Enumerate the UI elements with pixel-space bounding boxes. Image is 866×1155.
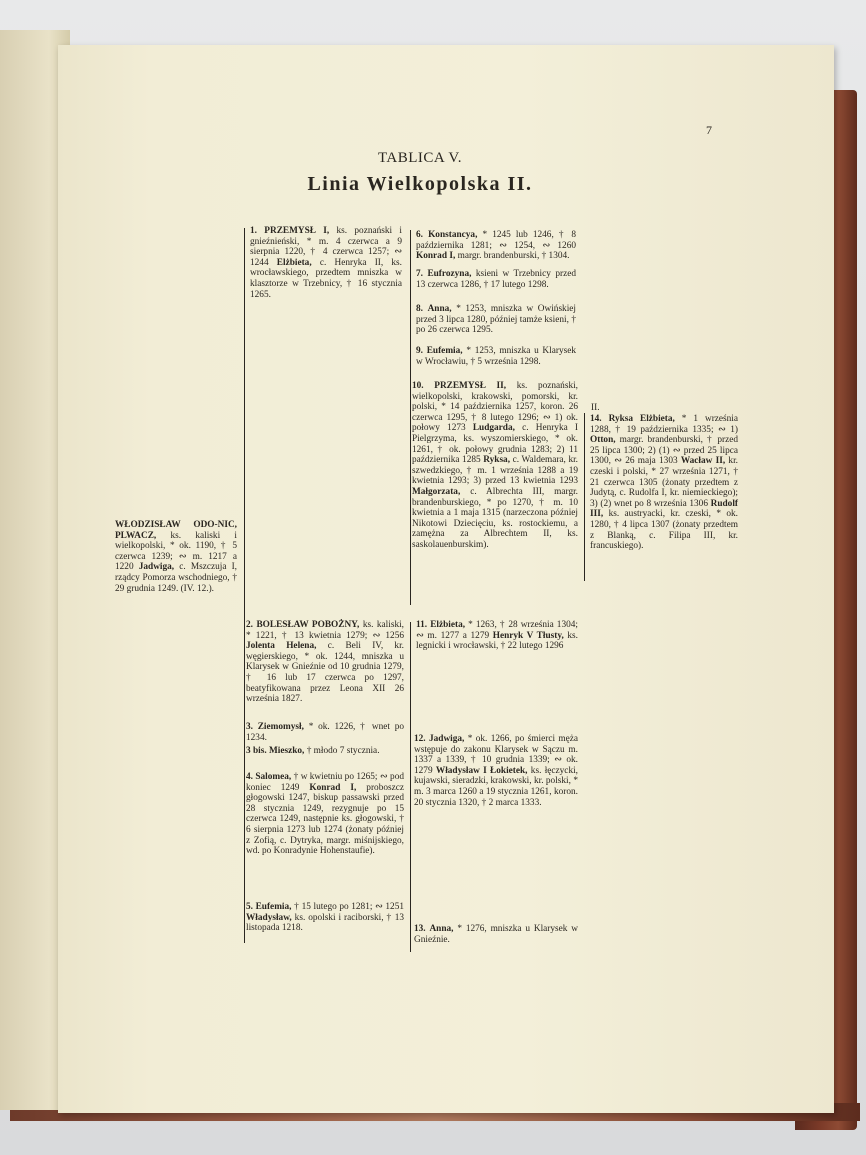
entry-name: Salomea,	[255, 772, 292, 782]
entry-spouse: Władysław,	[246, 912, 292, 923]
entry-number: 12.	[414, 734, 426, 744]
great-grandchild-entry-14	[590, 414, 738, 552]
entry-name: Mieszko,	[269, 746, 305, 756]
entry-text: c. Henryka II, ks. wrocławskiego, przedtem mniszka w klasztorze w Trzebnicy, † 16 stycznia 1265.	[250, 257, 402, 300]
entry-number: 3.	[246, 722, 253, 732]
connector-gen1	[244, 228, 245, 943]
entry-name: Eufemia,	[426, 346, 463, 356]
grandchild-entry-6	[416, 230, 576, 262]
connector-gen2-upper	[410, 230, 411, 605]
entry-text: ks. łęczycki, kujawski, sieradzki, krakowski, kr. polski, * m. 3 marca 1260 a 19 stycznia 1261, koron. 20 stycznia 1320, † 2 marca 1333.	[414, 765, 578, 808]
root-text: ks. kaliski i wielkopolski, * ok. 1190, † 5 czerwca 1239; ∾ m. 1217 a 1220	[115, 530, 237, 573]
grandchild-entry-12	[414, 734, 578, 808]
entry-spouse: Jolenta Helena,	[246, 641, 317, 652]
entry-text: ks. legnicki i wrocławski, † 22 lutego 1296	[416, 630, 579, 652]
entry-text: ks. kaliski, * 1221, † 13 kwietnia 1279; ∾ 1256	[246, 620, 404, 641]
entry-name: Anna,	[427, 304, 452, 314]
child-entry-2	[246, 620, 404, 705]
entry-spouse: Wacław II,	[680, 456, 726, 467]
entry-number: 7.	[416, 269, 423, 279]
generation-label-II: II.	[591, 403, 600, 413]
entry-text: * 1253, mniszka u Klarysek w Wrocławiu, † 5 września 1298.	[416, 346, 576, 367]
line-title: Linia Wielkopolska II.	[307, 173, 533, 195]
entry-number: 8.	[416, 304, 423, 314]
entry-name: BOLESŁAW POBOŻNY,	[256, 620, 360, 630]
entry-number: 11.	[416, 620, 428, 630]
page-number: 7	[706, 123, 712, 137]
grandchild-entry-11	[416, 620, 578, 652]
entry-spouse: Otton,	[590, 435, 616, 446]
entry-text: c. Henryka I Pielgrzyma, ks. wyszomierskiego, * ok. 1261, † ok. połowy grudnia 1283; 2) 11 października 1285	[412, 423, 578, 466]
root-entry	[115, 520, 237, 594]
entry-text: * ok. 1266, po śmierci męża wstępuje do zakonu Klarysek w Sączu m. 1337 a 1339, † 10 grudnia 1339; ∾ ok. 1279	[414, 734, 579, 776]
entry-name: Elżbieta,	[430, 620, 466, 630]
child-entry-3	[246, 722, 404, 743]
entry-spouse: Konrad I,	[416, 251, 456, 262]
entry-name: Anna,	[429, 924, 454, 934]
child-entry-3bis	[246, 746, 404, 757]
entry-text: * 1 września 1288, † 19 października 1335; ∾ 1)	[590, 414, 739, 435]
entry-spouse: Ryksa,	[483, 455, 511, 466]
entry-number: 14.	[590, 414, 602, 424]
entry-text: † 15 lutego po 1281; ∾ 1251	[291, 902, 405, 912]
entry-spouse: Władysław I Łokietek,	[435, 765, 528, 776]
entry-spouse: Elżbieta,	[276, 257, 312, 268]
entry-text: * 1263, † 28 września 1304; ∾ m. 1277 a 1279	[416, 620, 578, 641]
entry-spouse: Małgorzata,	[412, 486, 461, 497]
root-text2: c. Mszczuja I, rządcy Pomorza wschodniego, † 29 grudnia 1249. (IV. 12.).	[115, 562, 238, 594]
entry-spouse: Ludgarda,	[472, 423, 515, 434]
entry-text: * 1253, mniszka w Owińskiej przed 3 lipca 1280, później tamże ksieni, † po 26 czerwca 1295.	[416, 304, 576, 336]
entry-name: Ryksa Elżbieta,	[608, 414, 675, 424]
entry-name: PRZEMYSŁ II,	[434, 381, 507, 391]
entry-text: * 1245 lub 1246, † 8 października 1281; ∾ 1254, ∾ 1260	[416, 230, 576, 251]
child-entry-4	[246, 772, 404, 857]
connector-gen3	[584, 413, 585, 581]
entry-text: * 1276, mniszka u Klarysek w Gnieźnie.	[414, 924, 578, 945]
entry-text: margr. brandenburski, † przed 25 lipca 1300; 2) (1) ∾ przed 25 lipca 1300, ∾ 26 maja 1303	[590, 435, 738, 467]
entry-text: † młodo 7 stycznia.	[304, 746, 380, 756]
entry-number: 13.	[414, 924, 426, 934]
entry-text: ks. poznański i gnieźnieński, * m. 4 czerwca a 9 sierpnia 1220, † 4 czerwca 1257; ∾ 1244	[250, 226, 402, 268]
entry-number: 5.	[246, 902, 253, 912]
entry-text: c. Beli IV, kr. węgierskiego, * ok. 1244, mniszka u Klarysek w Gnieźnie od 10 grudnia 1279, † 16 lub 17 czerwca po 1297, beatyfikowana przez Leona XII 26 września 1827.	[246, 641, 404, 705]
entry-text: c. Waldemara, kr. szwedzkiego, † m. 1 września 1288 a 19 kwietnia 1293; 3) przed 13 kwietnia 1293	[412, 455, 579, 487]
entry-spouse: Rudolf III,	[590, 498, 738, 520]
entry-text: margr. brandenburski, † 1304.	[455, 251, 570, 262]
grandchild-entry-13	[414, 924, 578, 945]
child-entry-5	[246, 902, 404, 934]
entry-text: ks. poznański, wielkopolski, krakowski, pomorski, kr. polski, * 14 października 1257, koron. 26 czerwca 1295, † 8 lutego 1296; ∾ 1) ok. połowy 1273	[412, 381, 579, 434]
entry-number: 10.	[412, 381, 424, 391]
entry-number: 1.	[250, 226, 257, 236]
root-name: WŁODZISŁAW ODO-NIC, PLWACZ,	[115, 520, 237, 541]
grandchild-entry-8	[416, 304, 576, 336]
root-spouse: Jadwiga,	[138, 562, 175, 573]
grandchild-entry-10	[412, 381, 578, 551]
grandchild-entry-9	[416, 346, 576, 367]
entry-number: 6.	[416, 230, 423, 240]
entry-name: PRZEMYSŁ I,	[264, 226, 330, 236]
entry-name: Konstancya,	[428, 230, 478, 240]
entry-number: 3 bis.	[246, 746, 267, 756]
connector-gen2-lower	[410, 622, 411, 952]
entry-text: ks. austryacki, kr. czeski, * ok. 1280, † 4 lipca 1307 (żonaty przedtem z Blanką, c. Filipa III, kr. francuskiego).	[590, 509, 738, 552]
entry-text: * ok. 1226, † wnet po 1234.	[246, 722, 405, 743]
entry-name: Jadwiga,	[429, 734, 465, 744]
entry-text: c. Albrechta III, margr. brandenburskiego, * po 1270, † m. 10 kwietnia a 1 maja 1315 (narzeczona później Nikotowi Dziecięciu, ks. rostockiemu, a zamężna za Albrechtem II, ks. saskolauenburskim).	[412, 486, 578, 550]
entry-name: Eufemia,	[255, 902, 292, 912]
entry-text: kr. czeski i polski, * 27 września 1271, † 21 czerwca 1305 (żonaty przedtem z Judytą, c. Rudolfa I, kr. niemieckiego); 3) (2) wnet po 8 września 1306	[590, 456, 738, 509]
entry-spouse: Henryk V Tłusty,	[492, 630, 564, 641]
entry-spouse: Konrad I,	[309, 782, 357, 793]
entry-text: ks. opolski i raciborski, † 13 listopada 1218.	[246, 912, 404, 934]
entry-number: 4.	[246, 772, 253, 782]
entry-number: 2.	[246, 620, 253, 630]
grandchild-entry-7	[416, 269, 576, 290]
table-title: TABLICA V.	[377, 150, 463, 166]
child-entry-1	[250, 226, 402, 300]
entry-number: 9.	[416, 346, 423, 356]
entry-name: Ziemomysł,	[257, 722, 304, 732]
entry-text: ksieni w Trzebnicy przed 13 czerwca 1286, † 17 lutego 1298.	[416, 269, 576, 290]
entry-text: proboszcz głogowski 1247, biskup passawski przed 28 stycznia 1249, rezygnuje po 15 czerwca 1249, następnie ks. głogowski, † 6 sierpnia 1273 lub 1274 (żonaty później z Zofią, c. Dytryka, margr. miśnijskiego, wd. po Konradynie Hohenstaufie).	[246, 782, 404, 857]
entry-name: Eufrozyna,	[427, 269, 472, 279]
entry-text: † w kwietniu po 1265; ∾ pod koniec 1249	[246, 772, 404, 793]
